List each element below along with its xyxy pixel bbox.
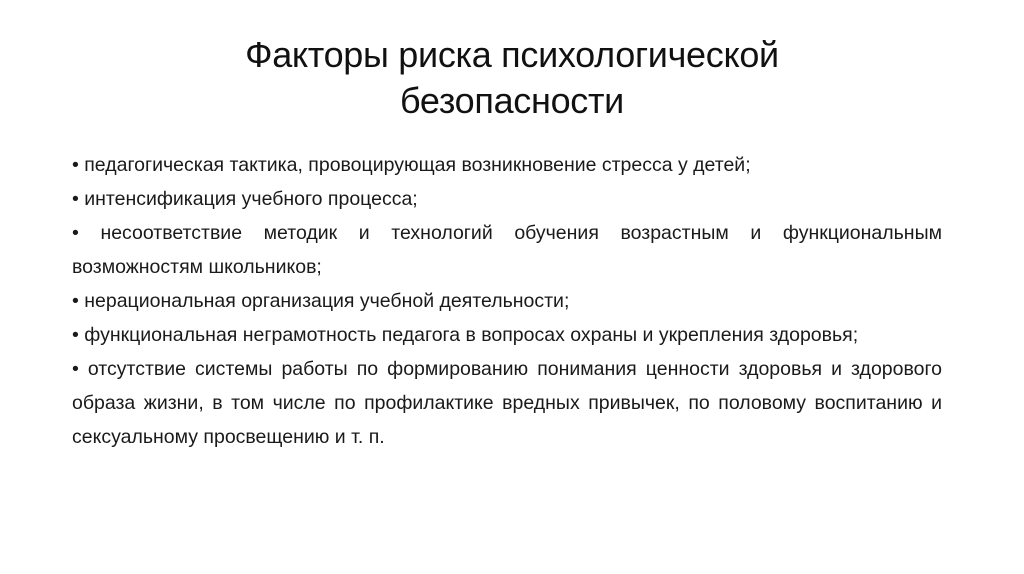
list-item: • педагогическая тактика, провоцирующая возникновение стресса у детей; — [72, 154, 751, 176]
list-item: • отсутствие системы работы по формированию понимания ценности здоровья и здорового образа жизни, в том числе по профилактике вредных привычек, по половому воспитанию и сексуальному просвещению и т. п. — [72, 358, 942, 448]
list-item: • нерациональная организация учебной деятельности; — [72, 290, 570, 312]
slide-title — [100, 32, 924, 124]
slide-title-line-1: Факторы риска психологической — [245, 34, 779, 75]
list-item: • несоответствие методик и технологий обучения возрастным и функциональным возможностям школьников; — [72, 222, 942, 278]
list-item: • функциональная неграмотность педагога в вопросах охраны и укрепления здоровья; — [72, 324, 859, 346]
slide-title-line-2: безопасности — [400, 80, 624, 121]
list-item: • интенсификация учебного процесса; — [72, 188, 418, 210]
risk-factors-list — [72, 148, 942, 454]
